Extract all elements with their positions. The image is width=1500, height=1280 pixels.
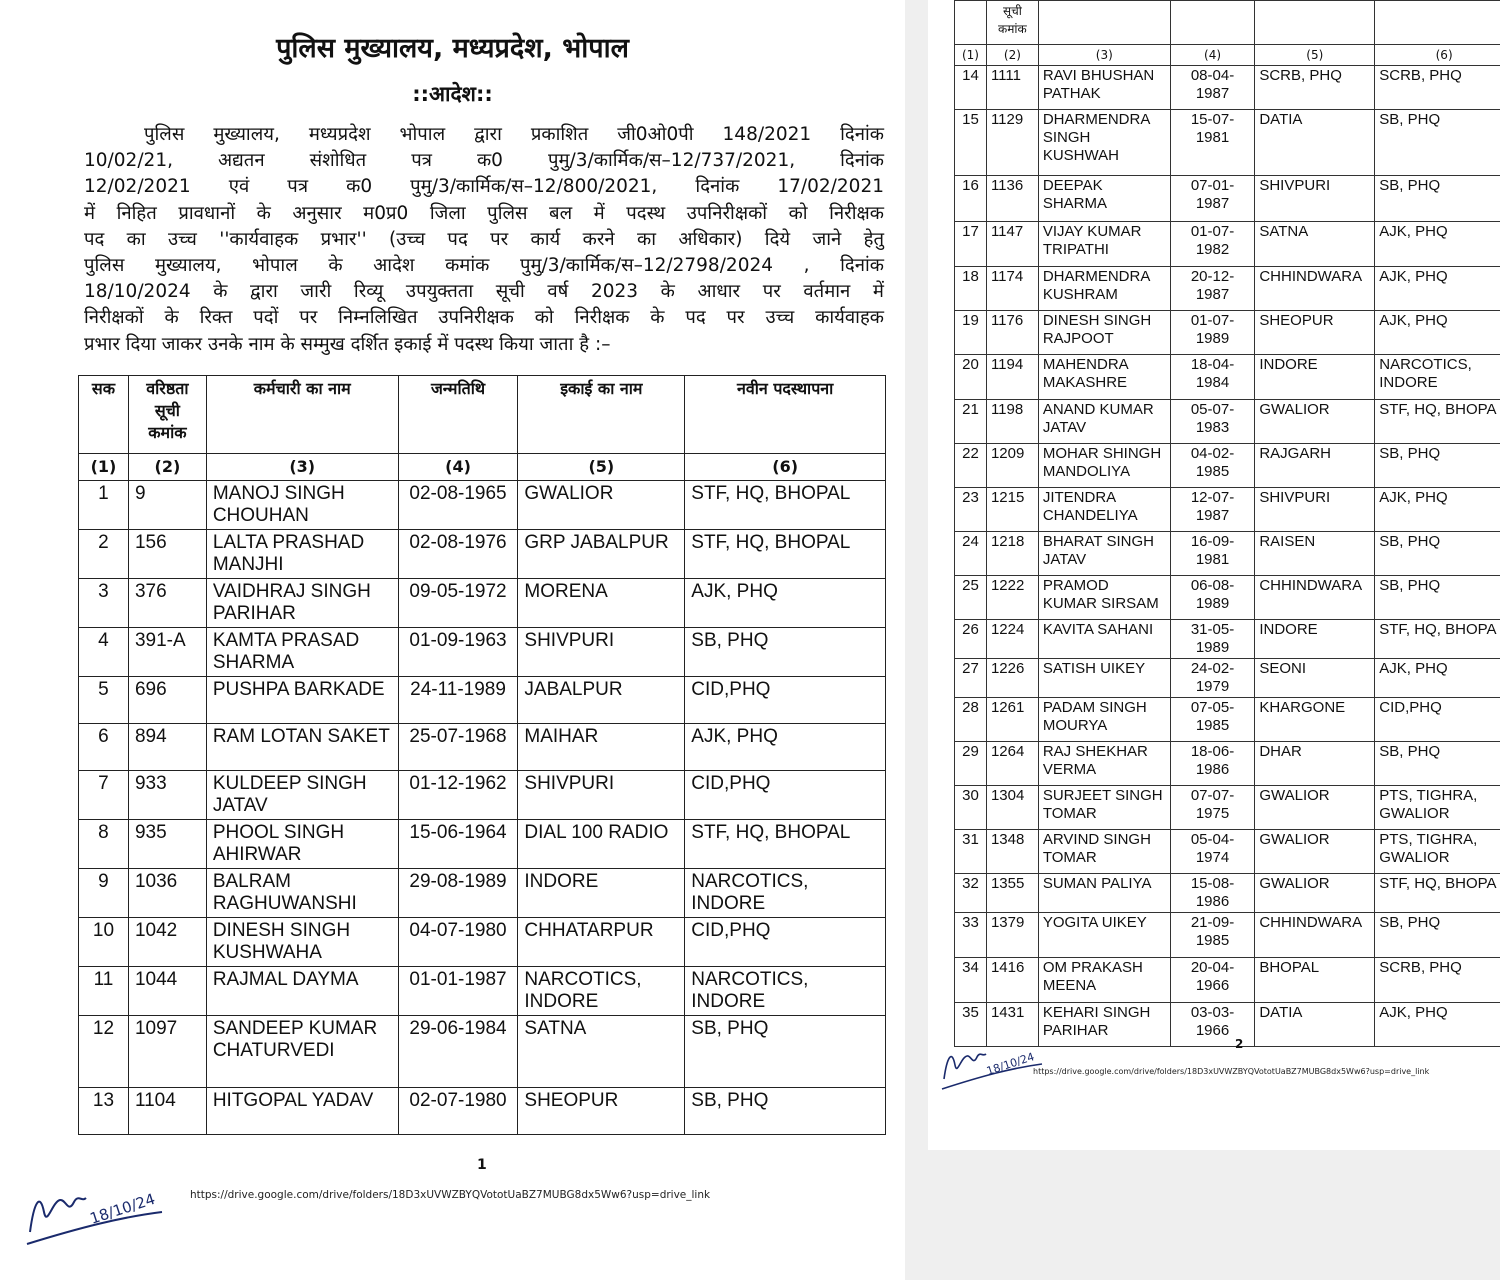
serial-cell: 12 [79, 1016, 129, 1088]
serial-cell: 20 [955, 355, 987, 400]
seniority-cell: 1176 [986, 311, 1038, 355]
seniority-cell: 1042 [128, 918, 206, 967]
page-number: 2 [1235, 1037, 1244, 1051]
posting-cell: AJK, PHQ [685, 579, 886, 628]
seniority-cell: 1097 [128, 1016, 206, 1088]
unit-cell: GWALIOR [1255, 786, 1375, 830]
serial-cell: 33 [955, 913, 987, 958]
serial-cell: 25 [955, 576, 987, 620]
posting-cell: STF, HQ, BHOPA [1375, 874, 1500, 913]
unit-cell: SEONI [1255, 659, 1375, 698]
dob-cell: 02-08-1976 [398, 530, 518, 579]
unit-cell: GWALIOR [1255, 400, 1375, 444]
paragraph-line: प्रभार दिया जाकर उनके नाम के सम्मुख दर्शित इकाई में पदस्थ किया जाता है :– [84, 333, 611, 355]
serial-cell: 7 [79, 771, 129, 820]
seniority-cell: 1416 [986, 958, 1038, 1003]
seniority-cell: 1304 [986, 786, 1038, 830]
table-header-row [79, 376, 886, 454]
signature-date: 18/10/24 [87, 1189, 158, 1228]
name-cell: JITENDRA CHANDELIYA [1038, 488, 1170, 532]
paragraph-line: 12/02/2021 एवं पत्र क0 पुमु/3/कार्मिक/स–12/800/2021, दिनांक 17/02/2021 [84, 176, 884, 198]
dob-cell: 08-04-1987 [1170, 66, 1255, 110]
table-row [955, 355, 1500, 400]
table-row [79, 1088, 886, 1135]
posting-cell: SB, PHQ [1375, 444, 1500, 488]
unit-cell: GWALIOR [518, 481, 685, 530]
name-cell: LALTA PRASHAD MANJHI [206, 530, 398, 579]
table-row [79, 918, 886, 967]
seniority-cell: 1261 [986, 698, 1038, 742]
serial-cell: 1 [79, 481, 129, 530]
table-row [79, 820, 886, 869]
unit-cell: INDORE [1255, 620, 1375, 659]
officers-table-page-1 [78, 375, 886, 1135]
col-number: (3) [1038, 45, 1170, 66]
table-row [955, 874, 1500, 913]
posting-cell: AJK, PHQ [1375, 488, 1500, 532]
col-number: (4) [398, 454, 518, 481]
seniority-cell: 1129 [986, 110, 1038, 176]
name-cell: MANOJ SINGH CHOUHAN [206, 481, 398, 530]
name-cell: VAIDHRAJ SINGH PARIHAR [206, 579, 398, 628]
table-row [955, 400, 1500, 444]
serial-cell: 10 [79, 918, 129, 967]
col-number: (4) [1170, 45, 1255, 66]
unit-cell: DIAL 100 RADIO [518, 820, 685, 869]
drive-link[interactable]: https://drive.google.com/drive/folders/18D3xUVWZBYQVototUaBZ7MUBG8dx5Ww6?usp=drive_link [190, 1189, 711, 1201]
seniority-cell: 156 [128, 530, 206, 579]
table-row [955, 176, 1500, 222]
seniority-cell: 1224 [986, 620, 1038, 659]
dob-cell: 07-01-1987 [1170, 176, 1255, 222]
unit-cell: SHIVPURI [518, 628, 685, 677]
unit-cell: SHIVPURI [518, 771, 685, 820]
serial-cell: 3 [79, 579, 129, 628]
table-row [955, 66, 1500, 110]
name-cell: DINESH SINGH RAJPOOT [1038, 311, 1170, 355]
header-serial [955, 1, 987, 45]
dob-cell: 03-03-1966 [1170, 1003, 1255, 1047]
dob-cell: 15-08-1986 [1170, 874, 1255, 913]
dob-cell: 02-07-1980 [398, 1088, 518, 1135]
dob-cell: 12-07-1987 [1170, 488, 1255, 532]
seniority-cell: 1147 [986, 222, 1038, 267]
dob-cell: 31-05-1989 [1170, 620, 1255, 659]
table-header-row [955, 1, 1500, 45]
name-cell: DINESH SINGH KUSHWAHA [206, 918, 398, 967]
serial-cell: 4 [79, 628, 129, 677]
table-row [955, 444, 1500, 488]
document-title: पुलिस मुख्यालय, मध्यप्रदेश, भोपाल [276, 33, 629, 64]
page-number: 1 [477, 1157, 487, 1173]
col-number: (2) [128, 454, 206, 481]
table-row [955, 222, 1500, 267]
paragraph-line: पुलिस मुख्यालय, मध्यप्रदेश भोपाल द्वारा प्रकाशित जी0ओ0पी 148/2021 दिनांक [144, 124, 884, 145]
name-cell: PRAMOD KUMAR SIRSAM [1038, 576, 1170, 620]
dob-cell: 05-04-1974 [1170, 830, 1255, 874]
paragraph-line: पद का उच्च ''कार्यवाहक प्रभार'' (उच्च पद पर कार्य करने का अधिकार) दिये जाने हेतु [84, 228, 884, 250]
name-cell: KAMTA PRASAD SHARMA [206, 628, 398, 677]
header-seniority: सूची कमांक [986, 1, 1038, 45]
serial-cell: 2 [79, 530, 129, 579]
seniority-cell: 933 [128, 771, 206, 820]
table-row [955, 488, 1500, 532]
dob-cell: 20-12-1987 [1170, 267, 1255, 311]
name-cell: MOHAR SHINGH MANDOLIYA [1038, 444, 1170, 488]
name-cell: DHARMENDRA SINGH KUSHWAH [1038, 110, 1170, 176]
posting-cell: NARCOTICS, INDORE [685, 967, 886, 1016]
dob-cell: 07-07-1975 [1170, 786, 1255, 830]
dob-cell: 20-04-1966 [1170, 958, 1255, 1003]
unit-cell: CHHINDWARA [1255, 267, 1375, 311]
seniority-cell: 1174 [986, 267, 1038, 311]
dob-cell: 01-09-1963 [398, 628, 518, 677]
unit-cell: SCRB, PHQ [1255, 66, 1375, 110]
dob-cell: 05-07-1983 [1170, 400, 1255, 444]
dob-cell: 01-12-1962 [398, 771, 518, 820]
seniority-cell: 1355 [986, 874, 1038, 913]
name-cell: HITGOPAL YADAV [206, 1088, 398, 1135]
seniority-cell: 1111 [986, 66, 1038, 110]
table-row [79, 677, 886, 724]
table-row [79, 481, 886, 530]
dob-cell: 29-06-1984 [398, 1016, 518, 1088]
serial-cell: 22 [955, 444, 987, 488]
posting-cell: CID,PHQ [1375, 698, 1500, 742]
col-number: (3) [206, 454, 398, 481]
unit-cell: MAIHAR [518, 724, 685, 771]
unit-cell: CHHINDWARA [1255, 913, 1375, 958]
posting-cell: SB, PHQ [1375, 532, 1500, 576]
posting-cell: AJK, PHQ [1375, 659, 1500, 698]
paragraph-line: में निहित प्रावधानों के अनुसार म0प्र0 जिला पुलिस बल में पदस्थ उपनिरीक्षकों को निरीक्षक [84, 202, 885, 224]
dob-cell: 16-09-1981 [1170, 532, 1255, 576]
table-row [955, 311, 1500, 355]
col-number: (1) [955, 45, 987, 66]
unit-cell: DATIA [1255, 110, 1375, 176]
table-row [955, 786, 1500, 830]
name-cell: BHARAT SINGH JATAV [1038, 532, 1170, 576]
unit-cell: NARCOTICS, INDORE [518, 967, 685, 1016]
seniority-cell: 935 [128, 820, 206, 869]
header-employee-name [1038, 1, 1170, 45]
unit-cell: DHAR [1255, 742, 1375, 786]
serial-cell: 29 [955, 742, 987, 786]
name-cell: SURJEET SINGH TOMAR [1038, 786, 1170, 830]
column-number-row [79, 454, 886, 481]
name-cell: BALRAM RAGHUWANSHI [206, 869, 398, 918]
serial-cell: 13 [79, 1088, 129, 1135]
posting-cell: SB, PHQ [1375, 110, 1500, 176]
name-cell: YOGITA UIKEY [1038, 913, 1170, 958]
table-row [955, 742, 1500, 786]
table-row [79, 579, 886, 628]
seniority-cell: 1036 [128, 869, 206, 918]
table-row [955, 110, 1500, 176]
table-row [955, 913, 1500, 958]
name-cell: VIJAY KUMAR TRIPATHI [1038, 222, 1170, 267]
table-row [955, 620, 1500, 659]
seniority-cell: 1218 [986, 532, 1038, 576]
table-row [955, 659, 1500, 698]
table-row [79, 724, 886, 771]
table-row [955, 267, 1500, 311]
posting-cell: AJK, PHQ [1375, 1003, 1500, 1047]
dob-cell: 15-06-1964 [398, 820, 518, 869]
table-row [955, 698, 1500, 742]
name-cell: RAM LOTAN SAKET [206, 724, 398, 771]
posting-cell: SCRB, PHQ [1375, 958, 1500, 1003]
table-row [79, 967, 886, 1016]
posting-cell: CID,PHQ [685, 771, 886, 820]
dob-cell: 18-06-1986 [1170, 742, 1255, 786]
dob-cell: 15-07-1981 [1170, 110, 1255, 176]
paragraph-line: 18/10/2024 के द्वारा जारी रिव्यू उपयुक्तता सूची वर्ष 2023 के आधार पर वर्तमान में [84, 281, 884, 303]
serial-cell: 18 [955, 267, 987, 311]
paragraph-line: पुलिस मुख्यालय, भोपाल के आदेश कमांक पुमु/3/कार्मिक/स–12/2798/2024 , दिनांक [84, 255, 884, 277]
order-heading: ::आदेश:: [412, 82, 493, 106]
name-cell: SATISH UIKEY [1038, 659, 1170, 698]
name-cell: SANDEEP KUMAR CHATURVEDI [206, 1016, 398, 1088]
col-number: (5) [1255, 45, 1375, 66]
serial-cell: 14 [955, 66, 987, 110]
posting-cell: CID,PHQ [685, 677, 886, 724]
col-number: (2) [986, 45, 1038, 66]
unit-cell: DATIA [1255, 1003, 1375, 1047]
signature-date: 18/10/24 [984, 1050, 1036, 1078]
order-paragraph [84, 122, 884, 358]
unit-cell: SHIVPURI [1255, 176, 1375, 222]
seniority-cell: 696 [128, 677, 206, 724]
posting-cell: STF, HQ, BHOPA [1375, 400, 1500, 444]
serial-cell: 32 [955, 874, 987, 913]
name-cell: PUSHPA BARKADE [206, 677, 398, 724]
posting-cell: SB, PHQ [1375, 176, 1500, 222]
posting-cell: SB, PHQ [685, 628, 886, 677]
unit-cell: INDORE [518, 869, 685, 918]
col-number: (6) [685, 454, 886, 481]
unit-cell: SATNA [518, 1016, 685, 1088]
name-cell: RAJMAL DAYMA [206, 967, 398, 1016]
posting-cell: AJK, PHQ [1375, 222, 1500, 267]
posting-cell: SB, PHQ [1375, 913, 1500, 958]
unit-cell: CHHINDWARA [1255, 576, 1375, 620]
table-row [79, 1016, 886, 1088]
header-new-posting [1375, 1, 1500, 45]
serial-cell: 6 [79, 724, 129, 771]
table-row [79, 869, 886, 918]
table-row [79, 628, 886, 677]
table-row [79, 530, 886, 579]
name-cell: RAJ SHEKHAR VERMA [1038, 742, 1170, 786]
dob-cell: 06-08-1989 [1170, 576, 1255, 620]
posting-cell: SB, PHQ [1375, 742, 1500, 786]
unit-cell: JABALPUR [518, 677, 685, 724]
seniority-cell: 1215 [986, 488, 1038, 532]
posting-cell: STF, HQ, BHOPAL [685, 530, 886, 579]
seniority-cell: 1136 [986, 176, 1038, 222]
unit-cell: RAJGARH [1255, 444, 1375, 488]
seniority-cell: 1104 [128, 1088, 206, 1135]
seniority-cell: 391-A [128, 628, 206, 677]
serial-cell: 26 [955, 620, 987, 659]
name-cell: ANAND KUMAR JATAV [1038, 400, 1170, 444]
serial-cell: 30 [955, 786, 987, 830]
header-new-posting: नवीन पदस्थापना [685, 376, 886, 454]
table-row [955, 958, 1500, 1003]
posting-cell: NARCOTICS, INDORE [1375, 355, 1500, 400]
name-cell: DHARMENDRA KUSHRAM [1038, 267, 1170, 311]
unit-cell: CHHATARPUR [518, 918, 685, 967]
serial-cell: 23 [955, 488, 987, 532]
seniority-cell: 1379 [986, 913, 1038, 958]
signature-mark-2 [938, 1035, 1048, 1095]
unit-cell: GWALIOR [1255, 874, 1375, 913]
serial-cell: 11 [79, 967, 129, 1016]
serial-cell: 5 [79, 677, 129, 724]
col-number: (6) [1375, 45, 1500, 66]
dob-cell: 01-07-1989 [1170, 311, 1255, 355]
posting-cell: SB, PHQ [685, 1088, 886, 1135]
table-row [955, 576, 1500, 620]
serial-cell: 21 [955, 400, 987, 444]
posting-cell: SB, PHQ [685, 1016, 886, 1088]
signature-mark-1 [22, 1172, 172, 1252]
dob-cell: 29-08-1989 [398, 869, 518, 918]
dob-cell: 24-02-1979 [1170, 659, 1255, 698]
header-dob: जन्मतिथि [398, 376, 518, 454]
serial-cell: 28 [955, 698, 987, 742]
unit-cell: RAISEN [1255, 532, 1375, 576]
seniority-cell: 1348 [986, 830, 1038, 874]
unit-cell: KHARGONE [1255, 698, 1375, 742]
unit-cell: SHEOPUR [518, 1088, 685, 1135]
seniority-cell: 1431 [986, 1003, 1038, 1047]
col-number: (5) [518, 454, 685, 481]
col-number: (1) [79, 454, 129, 481]
seniority-cell: 894 [128, 724, 206, 771]
posting-cell: AJK, PHQ [1375, 267, 1500, 311]
posting-cell: AJK, PHQ [1375, 311, 1500, 355]
seniority-cell: 1198 [986, 400, 1038, 444]
name-cell: RAVI BHUSHAN PATHAK [1038, 66, 1170, 110]
dob-cell: 07-05-1985 [1170, 698, 1255, 742]
posting-cell: PTS, TIGHRA, GWALIOR [1375, 830, 1500, 874]
unit-cell: SHIVPURI [1255, 488, 1375, 532]
name-cell: KEHARI SINGH PARIHAR [1038, 1003, 1170, 1047]
table-row [79, 771, 886, 820]
dob-cell: 24-11-1989 [398, 677, 518, 724]
dob-cell: 02-08-1965 [398, 481, 518, 530]
officers-table-page-2 [954, 0, 1500, 1047]
seniority-cell: 1044 [128, 967, 206, 1016]
posting-cell: CID,PHQ [685, 918, 886, 967]
seniority-cell: 1209 [986, 444, 1038, 488]
posting-cell: NARCOTICS, INDORE [685, 869, 886, 918]
serial-cell: 8 [79, 820, 129, 869]
serial-cell: 24 [955, 532, 987, 576]
name-cell: PADAM SINGH MOURYA [1038, 698, 1170, 742]
dob-cell: 01-01-1987 [398, 967, 518, 1016]
posting-cell: SB, PHQ [1375, 576, 1500, 620]
seniority-cell: 1226 [986, 659, 1038, 698]
dob-cell: 04-07-1980 [398, 918, 518, 967]
header-seniority: वरिष्ठता सूची कमांक [128, 376, 206, 454]
name-cell: ARVIND SINGH TOMAR [1038, 830, 1170, 874]
serial-cell: 15 [955, 110, 987, 176]
name-cell: KULDEEP SINGH JATAV [206, 771, 398, 820]
paragraph-line: 10/02/21, अद्यतन संशोधित पत्र क0 पुमु/3/कार्मिक/स–12/737/2021, दिनांक [84, 150, 884, 172]
seniority-cell: 1264 [986, 742, 1038, 786]
unit-cell: MORENA [518, 579, 685, 628]
seniority-cell: 376 [128, 579, 206, 628]
dob-cell: 09-05-1972 [398, 579, 518, 628]
name-cell: MAHENDRA MAKASHRE [1038, 355, 1170, 400]
name-cell: OM PRAKASH MEENA [1038, 958, 1170, 1003]
unit-cell: SATNA [1255, 222, 1375, 267]
posting-cell: PTS, TIGHRA, GWALIOR [1375, 786, 1500, 830]
paragraph-line: निरीक्षकों के रिक्त पदों पर निम्नलिखित उपनिरीक्षक को निरीक्षक के पद पर उच्च कार्यवाहक [84, 307, 884, 329]
dob-cell: 25-07-1968 [398, 724, 518, 771]
serial-cell: 35 [955, 1003, 987, 1047]
seniority-cell: 9 [128, 481, 206, 530]
dob-cell: 18-04-1984 [1170, 355, 1255, 400]
header-serial: सक [79, 376, 129, 454]
dob-cell: 01-07-1982 [1170, 222, 1255, 267]
serial-cell: 34 [955, 958, 987, 1003]
unit-cell: SHEOPUR [1255, 311, 1375, 355]
dob-cell: 21-09-1985 [1170, 913, 1255, 958]
posting-cell: SCRB, PHQ [1375, 66, 1500, 110]
column-number-row [955, 45, 1500, 66]
seniority-cell: 1194 [986, 355, 1038, 400]
serial-cell: 31 [955, 830, 987, 874]
serial-cell: 19 [955, 311, 987, 355]
header-employee-name: कर्मचारी का नाम [206, 376, 398, 454]
name-cell: SUMAN PALIYA [1038, 874, 1170, 913]
table-row [955, 830, 1500, 874]
unit-cell: INDORE [1255, 355, 1375, 400]
table-row [955, 532, 1500, 576]
serial-cell: 17 [955, 222, 987, 267]
serial-cell: 9 [79, 869, 129, 918]
header-dob [1170, 1, 1255, 45]
posting-cell: STF, HQ, BHOPAL [685, 481, 886, 530]
name-cell: DEEPAK SHARMA [1038, 176, 1170, 222]
unit-cell: GRP JABALPUR [518, 530, 685, 579]
unit-cell: BHOPAL [1255, 958, 1375, 1003]
posting-cell: STF, HQ, BHOPA [1375, 620, 1500, 659]
unit-cell: GWALIOR [1255, 830, 1375, 874]
drive-link[interactable]: https://drive.google.com/drive/folders/18D3xUVWZBYQVototUaBZ7MUBG8dx5Ww6?usp=drive_link [1033, 1067, 1430, 1076]
seniority-cell: 1222 [986, 576, 1038, 620]
serial-cell: 16 [955, 176, 987, 222]
posting-cell: STF, HQ, BHOPAL [685, 820, 886, 869]
header-unit [1255, 1, 1375, 45]
name-cell: KAVITA SAHANI [1038, 620, 1170, 659]
header-unit: इकाई का नाम [518, 376, 685, 454]
posting-cell: AJK, PHQ [685, 724, 886, 771]
name-cell: PHOOL SINGH AHIRWAR [206, 820, 398, 869]
serial-cell: 27 [955, 659, 987, 698]
dob-cell: 04-02-1985 [1170, 444, 1255, 488]
